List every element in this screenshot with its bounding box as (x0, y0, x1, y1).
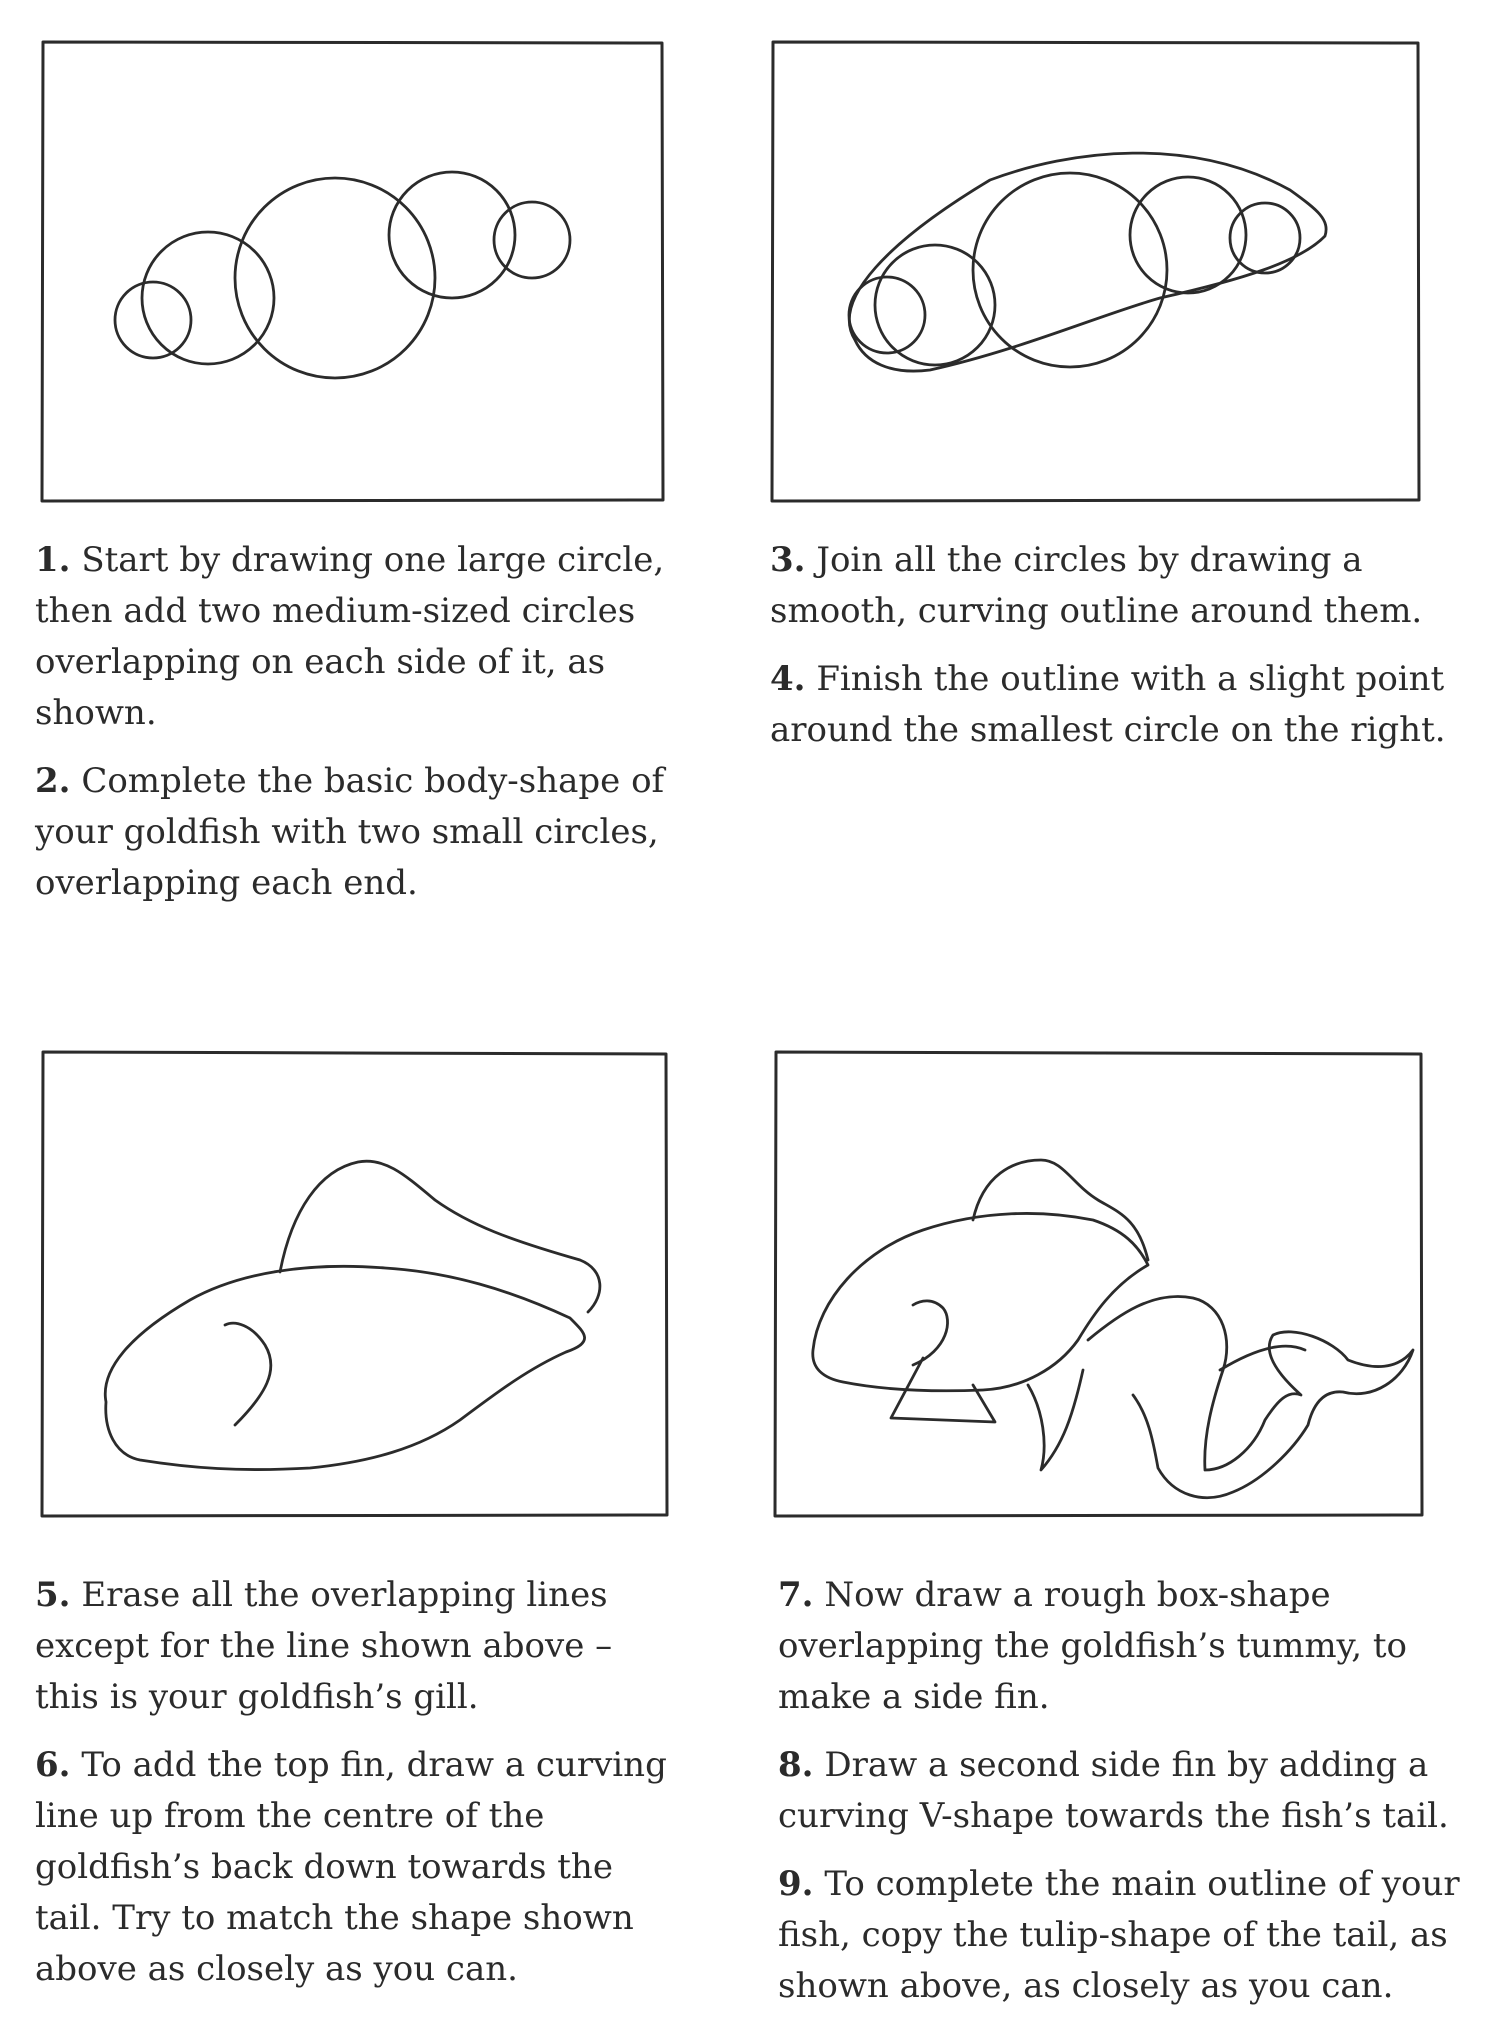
circles-sketch (40, 40, 665, 510)
step-7: 7. Now draw a rough box-shape overlapping the goldfish’s tummy, to make a side fin. (778, 1575, 1407, 1717)
caption-step-7-9 (778, 1570, 1468, 2029)
step-9: 9. To complete the main outline of your fish, copy the tulip-shape of the tail, as shown above, as closely as you can. (778, 1864, 1460, 2006)
drawing-frame-step-1-2 (40, 40, 665, 510)
drawing-frame-step-7-9 (773, 1050, 1425, 1525)
outline-sketch (770, 40, 1422, 510)
step-1: 1. Start by drawing one large circle, then add two medium-sized circles overlapping on each side of it, as shown. (35, 540, 665, 733)
step-4: 4. Finish the outline with a slight point around the smallest circle on the right. (770, 659, 1446, 750)
fish-top-fin-sketch (40, 1050, 670, 1525)
step-2: 2. Complete the basic body-shape of your goldfish with two small circles, overlapping each end. (35, 761, 665, 903)
drawing-frame-step-3-4 (770, 40, 1422, 510)
caption-step-3-4 (770, 535, 1460, 773)
step-5: 5. Erase all the overlapping lines except for the line shown above – this is your goldfish’s gill. (35, 1575, 613, 1717)
drawing-frame-step-5-6 (40, 1050, 670, 1525)
caption-step-1-2 (35, 535, 685, 926)
finished-goldfish-sketch (773, 1050, 1425, 1525)
step-6: 6. To add the top fin, draw a curving line up from the centre of the goldfish’s back down towards the tail. Try to match the shape shown above as closely as you can. (35, 1745, 667, 1989)
caption-step-5-6 (35, 1570, 685, 2012)
step-8: 8. Draw a second side fin by adding a curving V-shape towards the fish’s tail. (778, 1745, 1449, 1836)
step-3: 3. Join all the circles by drawing a smooth, curving outline around them. (770, 540, 1423, 631)
